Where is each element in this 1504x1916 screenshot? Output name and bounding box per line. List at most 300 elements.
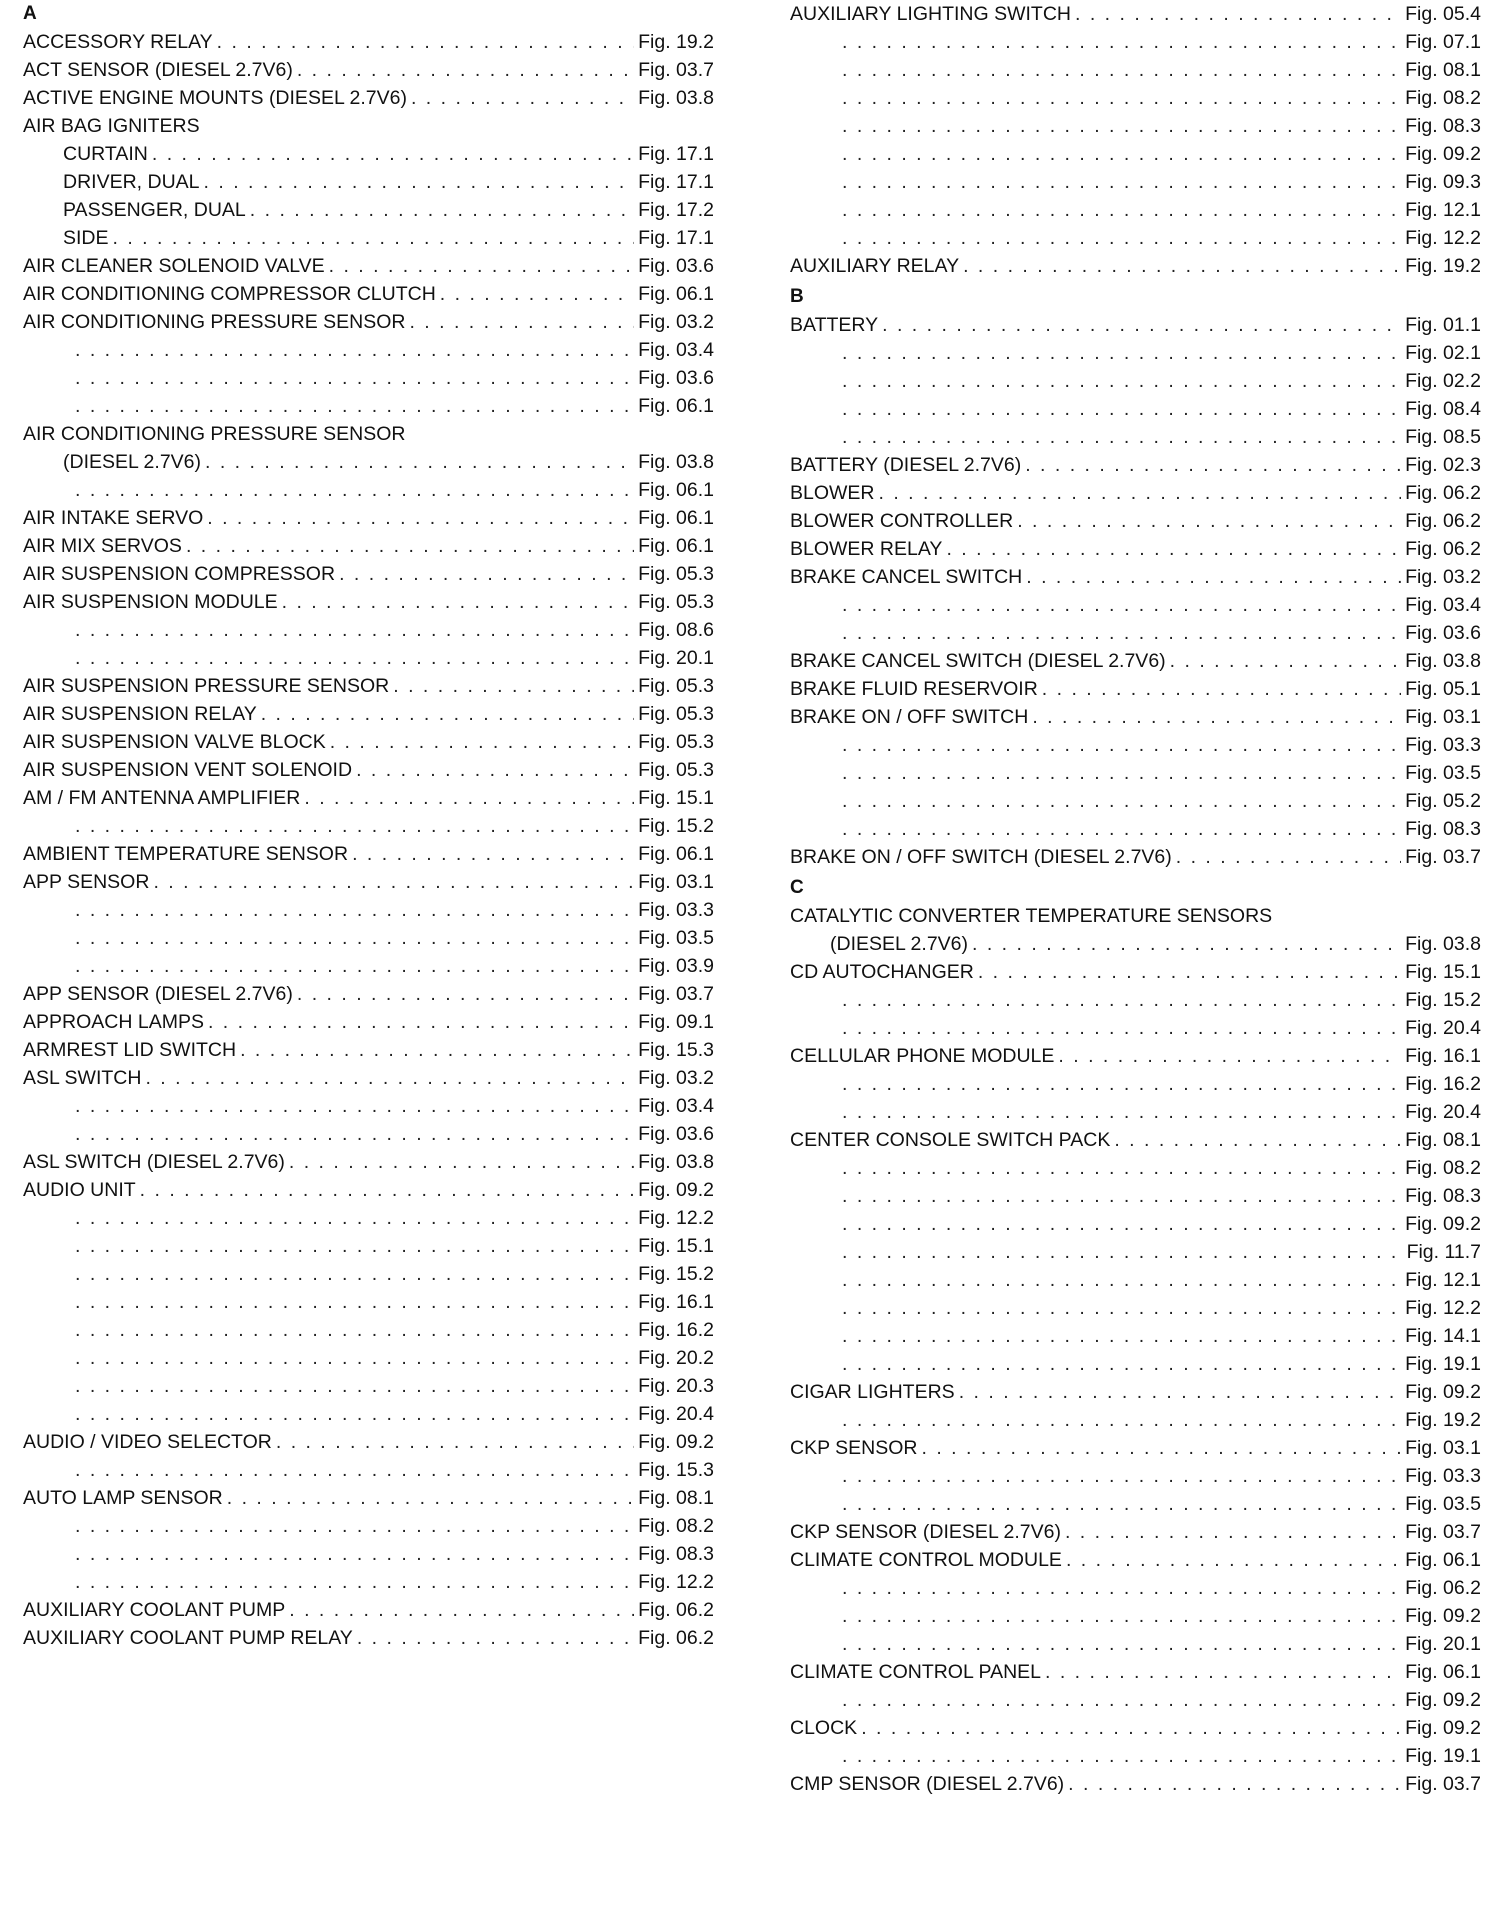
figure-reference: Fig. 19.2 — [638, 31, 714, 53]
dot-leader — [75, 1260, 634, 1288]
dot-leader — [217, 28, 634, 56]
index-entry-continuation — [790, 591, 1481, 619]
index-entry-continuation — [23, 1316, 714, 1344]
figure-reference: Fig. 20.4 — [1405, 1101, 1481, 1123]
figure-reference: Fig. 12.2 — [638, 1571, 714, 1593]
entry-label: APP SENSOR — [23, 871, 150, 893]
dot-leader — [1058, 1042, 1401, 1070]
index-entry-continuation — [790, 1098, 1481, 1126]
figure-reference: Fig. 03.8 — [1405, 933, 1481, 955]
entry-label: CELLULAR PHONE MODULE — [790, 1045, 1055, 1067]
dot-leader — [1075, 0, 1401, 28]
dot-leader — [842, 196, 1401, 224]
dot-leader — [75, 1512, 634, 1540]
figure-reference: Fig. 16.1 — [1405, 1045, 1481, 1067]
entry-label: AIR SUSPENSION VENT SOLENOID — [23, 759, 353, 781]
dot-leader — [1114, 1126, 1401, 1154]
index-entry-continuation — [23, 616, 714, 644]
dot-leader — [205, 448, 634, 476]
figure-reference: Fig. 08.1 — [1405, 59, 1481, 81]
dot-leader — [250, 196, 634, 224]
figure-reference: Fig. 09.3 — [1405, 171, 1481, 193]
dot-leader — [842, 787, 1401, 815]
dot-leader — [208, 1008, 634, 1036]
dot-leader — [289, 1596, 634, 1624]
index-entry-continuation — [790, 140, 1481, 168]
dot-leader — [75, 616, 634, 644]
figure-reference: Fig. 06.2 — [638, 1627, 714, 1649]
figure-reference: Fig. 03.2 — [638, 311, 714, 333]
figure-reference: Fig. 17.1 — [638, 227, 714, 249]
index-entry — [23, 224, 714, 252]
dot-leader — [842, 1238, 1403, 1266]
section-heading-c: C — [790, 877, 804, 898]
index-entry-continuation — [790, 619, 1481, 647]
dot-leader — [75, 1120, 634, 1148]
entries-a-continued — [790, 0, 1481, 280]
entry-label: AMBIENT TEMPERATURE SENSOR — [23, 843, 349, 865]
dot-leader — [842, 1602, 1401, 1630]
entry-label: BRAKE ON / OFF SWITCH — [790, 706, 1029, 728]
dot-leader — [842, 423, 1401, 451]
index-entry — [790, 703, 1481, 731]
index-entry — [790, 1126, 1481, 1154]
index-entry — [23, 980, 714, 1008]
dot-leader — [842, 28, 1401, 56]
entry-label: ASL SWITCH (DIESEL 2.7V6) — [23, 1151, 285, 1173]
figure-reference: Fig. 05.2 — [1405, 790, 1481, 812]
index-entry-continuation — [790, 1294, 1481, 1322]
figure-reference: Fig. 06.1 — [1405, 1661, 1481, 1683]
index-entry — [790, 1714, 1481, 1742]
dot-leader — [842, 1266, 1401, 1294]
dot-leader — [842, 1154, 1401, 1182]
figure-reference: Fig. 03.7 — [1405, 1521, 1481, 1543]
figure-reference: Fig. 09.2 — [1405, 1689, 1481, 1711]
dot-leader — [282, 588, 634, 616]
dot-leader — [978, 958, 1401, 986]
figure-reference: Fig. 08.3 — [1405, 818, 1481, 840]
index-entry — [23, 196, 714, 224]
index-entry — [23, 56, 714, 84]
entry-label: BLOWER — [790, 482, 875, 504]
figure-reference: Fig. 05.1 — [1405, 678, 1481, 700]
index-entry — [790, 507, 1481, 535]
index-entry-continuation — [23, 1400, 714, 1428]
dot-leader — [357, 1624, 634, 1652]
figure-reference: Fig. 03.2 — [638, 1067, 714, 1089]
figure-reference: Fig. 15.1 — [1405, 961, 1481, 983]
entry-label: CLIMATE CONTROL MODULE — [790, 1549, 1062, 1571]
index-entry — [790, 1546, 1481, 1574]
entry-label: APP SENSOR (DIESEL 2.7V6) — [23, 983, 293, 1005]
index-entry — [790, 479, 1481, 507]
index-entry — [23, 532, 714, 560]
index-entry-continuation — [790, 367, 1481, 395]
dot-leader — [842, 140, 1401, 168]
figure-reference: Fig. 03.5 — [638, 927, 714, 949]
index-entry-continuation — [790, 1350, 1481, 1378]
dot-leader — [1032, 703, 1401, 731]
dot-leader — [842, 1742, 1401, 1770]
index-entry-continuation — [23, 476, 714, 504]
index-entry — [790, 1042, 1481, 1070]
index-entry — [23, 84, 714, 112]
index-entry — [23, 728, 714, 756]
figure-reference: Fig. 05.3 — [638, 759, 714, 781]
figure-reference: Fig. 09.2 — [1405, 143, 1481, 165]
index-entry-continuation — [23, 812, 714, 840]
figure-reference: Fig. 20.3 — [638, 1375, 714, 1397]
figure-reference: Fig. 08.2 — [638, 1515, 714, 1537]
dot-leader — [75, 1568, 634, 1596]
index-entry-continuation — [23, 1288, 714, 1316]
dot-leader — [963, 252, 1401, 280]
index-entry — [790, 930, 1481, 958]
dot-leader — [75, 1288, 634, 1316]
index-entry-continuation — [790, 395, 1481, 423]
figure-reference: Fig. 03.1 — [638, 871, 714, 893]
figure-reference: Fig. 20.1 — [638, 647, 714, 669]
figure-reference: Fig. 15.3 — [638, 1039, 714, 1061]
entry-label: ARMREST LID SWITCH — [23, 1039, 237, 1061]
index-entry-continuation — [790, 1686, 1481, 1714]
index-entry-continuation — [790, 423, 1481, 451]
index-entry — [790, 535, 1481, 563]
index-entry — [23, 504, 714, 532]
dot-leader — [842, 1182, 1401, 1210]
entry-label: CIGAR LIGHTERS — [790, 1381, 955, 1403]
entry-label: AUDIO / VIDEO SELECTOR — [23, 1431, 272, 1453]
index-entry — [23, 420, 714, 448]
figure-reference: Fig. 12.1 — [1405, 199, 1481, 221]
figure-reference: Fig. 07.1 — [1405, 31, 1481, 53]
index-entry-continuation — [790, 1322, 1481, 1350]
figure-reference: Fig. 01.1 — [1405, 314, 1481, 336]
figure-reference: Fig. 08.3 — [1405, 1185, 1481, 1207]
figure-reference: Fig. 06.2 — [1405, 482, 1481, 504]
index-entry — [23, 28, 714, 56]
dot-leader — [75, 1344, 634, 1372]
dot-leader — [153, 868, 634, 896]
dot-leader — [842, 619, 1401, 647]
dot-leader — [922, 1434, 1402, 1462]
figure-reference: Fig. 05.3 — [638, 675, 714, 697]
index-entry-continuation — [790, 1462, 1481, 1490]
index-entry-continuation — [790, 1630, 1481, 1658]
index-entry-continuation — [790, 1406, 1481, 1434]
figure-reference: Fig. 03.6 — [638, 367, 714, 389]
entry-label: BLOWER CONTROLLER — [790, 510, 1014, 532]
figure-reference: Fig. 06.1 — [638, 535, 714, 557]
index-entry-continuation — [790, 1238, 1481, 1266]
index-entry — [23, 1176, 714, 1204]
figure-reference: Fig. 05.3 — [638, 703, 714, 725]
dot-leader — [1066, 1546, 1401, 1574]
figure-reference: Fig. 09.2 — [1405, 1605, 1481, 1627]
dot-leader — [861, 1714, 1401, 1742]
index-entry-continuation — [23, 896, 714, 924]
dot-leader — [1017, 507, 1401, 535]
dot-leader — [879, 479, 1402, 507]
dot-leader — [113, 224, 635, 252]
entry-label: CMP SENSOR (DIESEL 2.7V6) — [790, 1773, 1065, 1795]
index-entry — [23, 168, 714, 196]
dot-leader — [946, 535, 1401, 563]
index-entry — [23, 1064, 714, 1092]
dot-leader — [842, 1574, 1401, 1602]
figure-reference: Fig. 03.3 — [638, 899, 714, 921]
figure-reference: Fig. 19.2 — [1405, 1409, 1481, 1431]
dot-leader — [75, 896, 634, 924]
entry-label: BLOWER RELAY — [790, 538, 943, 560]
index-entry-continuation — [790, 731, 1481, 759]
index-entry-continuation — [790, 1210, 1481, 1238]
index-entry-continuation — [790, 1014, 1481, 1042]
entry-label: AIR CONDITIONING COMPRESSOR CLUTCH — [23, 283, 436, 305]
index-entry-continuation — [23, 952, 714, 980]
figure-reference: Fig. 08.6 — [638, 619, 714, 641]
dot-leader — [842, 84, 1401, 112]
figure-reference: Fig. 02.1 — [1405, 342, 1481, 364]
index-entry — [23, 1484, 714, 1512]
index-entry-continuation — [23, 1232, 714, 1260]
figure-reference: Fig. 19.2 — [1405, 255, 1481, 277]
entry-label: AIR INTAKE SERVO — [23, 507, 204, 529]
dot-leader — [842, 367, 1401, 395]
figure-reference: Fig. 09.2 — [638, 1431, 714, 1453]
section-heading-a: A — [23, 3, 37, 24]
entries-b — [790, 311, 1481, 871]
dot-leader — [227, 1484, 634, 1512]
figure-reference: Fig. 03.2 — [1405, 566, 1481, 588]
entry-label: ASL SWITCH — [23, 1067, 142, 1089]
figure-reference: Fig. 08.1 — [638, 1487, 714, 1509]
index-entry — [23, 1008, 714, 1036]
figure-reference: Fig. 11.7 — [1406, 1241, 1481, 1263]
entry-label: CENTER CONSOLE SWITCH PACK — [790, 1129, 1111, 1151]
entry-label: BRAKE ON / OFF SWITCH (DIESEL 2.7V6) — [790, 846, 1172, 868]
dot-leader — [75, 392, 634, 420]
index-entry — [23, 1596, 714, 1624]
figure-reference: Fig. 03.6 — [1405, 622, 1481, 644]
entry-label: BATTERY (DIESEL 2.7V6) — [790, 454, 1022, 476]
figure-reference: Fig. 19.1 — [1405, 1353, 1481, 1375]
index-entry — [790, 311, 1481, 339]
entry-label: ACCESSORY RELAY — [23, 31, 213, 53]
dot-leader — [75, 1372, 634, 1400]
index-entry-continuation — [790, 759, 1481, 787]
figure-reference: Fig. 12.2 — [638, 1207, 714, 1229]
index-column-left — [23, 0, 714, 1652]
index-entry — [790, 1770, 1481, 1798]
figure-reference: Fig. 19.1 — [1405, 1745, 1481, 1767]
dot-leader — [1042, 675, 1401, 703]
index-entry — [23, 140, 714, 168]
entry-label: AIR SUSPENSION MODULE — [23, 591, 278, 613]
dot-leader — [842, 395, 1401, 423]
index-entry — [790, 1434, 1481, 1462]
figure-reference: Fig. 05.4 — [1405, 3, 1481, 25]
dot-leader — [842, 224, 1401, 252]
dot-leader — [1170, 647, 1401, 675]
figure-reference: Fig. 03.7 — [1405, 1773, 1481, 1795]
dot-leader — [842, 1630, 1401, 1658]
dot-leader — [75, 1456, 634, 1484]
dot-leader — [75, 1400, 634, 1428]
dot-leader — [842, 168, 1401, 196]
index-entry-continuation — [23, 1260, 714, 1288]
index-entry-continuation — [23, 1568, 714, 1596]
figure-reference: Fig. 16.2 — [1405, 1073, 1481, 1095]
figure-reference: Fig. 16.1 — [638, 1291, 714, 1313]
index-entry-continuation — [23, 644, 714, 672]
index-entry-continuation — [790, 1602, 1481, 1630]
dot-leader — [842, 591, 1401, 619]
figure-reference: Fig. 09.2 — [1405, 1717, 1481, 1739]
figure-reference: Fig. 08.3 — [638, 1543, 714, 1565]
figure-reference: Fig. 15.2 — [1405, 989, 1481, 1011]
entry-label: CKP SENSOR (DIESEL 2.7V6) — [790, 1521, 1061, 1543]
figure-reference: Fig. 20.1 — [1405, 1633, 1481, 1655]
entry-label: CLOCK — [790, 1717, 858, 1739]
dot-leader — [842, 1322, 1401, 1350]
figure-reference: Fig. 08.2 — [1405, 87, 1481, 109]
index-entry — [23, 308, 714, 336]
index-entry-continuation — [23, 336, 714, 364]
figure-reference: Fig. 06.1 — [638, 283, 714, 305]
entry-label: CURTAIN — [63, 143, 148, 165]
entry-label: AIR BAG IGNITERS — [23, 115, 200, 137]
dot-leader — [393, 672, 634, 700]
index-entry — [790, 1378, 1481, 1406]
figure-reference: Fig. 12.1 — [1405, 1269, 1481, 1291]
dot-leader — [842, 815, 1401, 843]
dot-leader — [329, 252, 634, 280]
entry-label: AIR MIX SERVOS — [23, 535, 182, 557]
dot-leader — [339, 560, 634, 588]
index-entry — [790, 252, 1481, 280]
index-entry-continuation — [790, 56, 1481, 84]
index-entry — [23, 112, 714, 140]
index-entry-continuation — [790, 986, 1481, 1014]
index-entry-continuation — [790, 1490, 1481, 1518]
entry-label: AIR CONDITIONING PRESSURE SENSOR — [23, 423, 406, 445]
figure-reference: Fig. 08.2 — [1405, 1157, 1481, 1179]
index-entry-continuation — [790, 339, 1481, 367]
figure-reference: Fig. 05.3 — [638, 591, 714, 613]
index-entry-continuation — [790, 1154, 1481, 1182]
dot-leader — [842, 112, 1401, 140]
index-entry-continuation — [790, 28, 1481, 56]
index-entry — [790, 0, 1481, 28]
index-entry — [23, 560, 714, 588]
figure-reference: Fig. 09.2 — [1405, 1213, 1481, 1235]
dot-leader — [75, 812, 634, 840]
dot-leader — [1065, 1518, 1401, 1546]
index-entry — [23, 448, 714, 476]
figure-reference: Fig. 20.4 — [638, 1403, 714, 1425]
section-heading-b: B — [790, 286, 804, 307]
index-entry — [23, 700, 714, 728]
index-entry — [790, 1658, 1481, 1686]
entry-label: AUXILIARY COOLANT PUMP — [23, 1599, 286, 1621]
index-entry — [790, 647, 1481, 675]
figure-reference: Fig. 17.2 — [638, 199, 714, 221]
index-entry-continuation — [790, 1182, 1481, 1210]
figure-reference: Fig. 17.1 — [638, 171, 714, 193]
entry-label: AM / FM ANTENNA AMPLIFIER — [23, 787, 301, 809]
figure-reference: Fig. 05.3 — [638, 563, 714, 585]
index-entry-continuation — [790, 112, 1481, 140]
dot-leader — [75, 1092, 634, 1120]
entry-label: AIR CLEANER SOLENOID VALVE — [23, 255, 325, 277]
figure-reference: Fig. 15.1 — [638, 787, 714, 809]
figure-reference: Fig. 16.2 — [638, 1319, 714, 1341]
dot-leader — [1176, 843, 1401, 871]
index-entry-continuation — [23, 1120, 714, 1148]
dot-leader — [330, 728, 634, 756]
dot-leader — [972, 930, 1401, 958]
index-entry — [790, 902, 1481, 930]
figure-reference: Fig. 08.1 — [1405, 1129, 1481, 1151]
figure-reference: Fig. 20.4 — [1405, 1017, 1481, 1039]
index-entry — [23, 252, 714, 280]
index-entry — [790, 1518, 1481, 1546]
index-entry-continuation — [790, 815, 1481, 843]
figure-reference: Fig. 12.2 — [1405, 227, 1481, 249]
index-entry-continuation — [790, 1070, 1481, 1098]
dot-leader — [276, 1428, 634, 1456]
entry-label: CD AUTOCHANGER — [790, 961, 974, 983]
entry-label: CLIMATE CONTROL PANEL — [790, 1661, 1042, 1683]
entry-label: CATALYTIC CONVERTER TEMPERATURE SENSORS — [790, 905, 1273, 927]
dot-leader — [842, 1070, 1401, 1098]
index-entry — [23, 280, 714, 308]
index-entry — [23, 588, 714, 616]
index-entry-continuation — [23, 924, 714, 952]
figure-reference: Fig. 05.3 — [638, 731, 714, 753]
entry-label: AIR CONDITIONING PRESSURE SENSOR — [23, 311, 406, 333]
figure-reference: Fig. 06.1 — [638, 395, 714, 417]
entry-label: BATTERY — [790, 314, 879, 336]
dot-leader — [75, 1204, 634, 1232]
entry-label: APPROACH LAMPS — [23, 1011, 204, 1033]
dot-leader — [842, 1098, 1401, 1126]
index-entry-continuation — [790, 1742, 1481, 1770]
dot-leader — [842, 1350, 1401, 1378]
dot-leader — [842, 731, 1401, 759]
entry-label: AUDIO UNIT — [23, 1179, 136, 1201]
index-entry — [23, 756, 714, 784]
figure-reference: Fig. 03.7 — [638, 59, 714, 81]
index-entry — [790, 843, 1481, 871]
figure-reference: Fig. 03.8 — [1405, 650, 1481, 672]
figure-reference: Fig. 03.5 — [1405, 762, 1481, 784]
figure-reference: Fig. 20.2 — [638, 1347, 714, 1369]
index-entry — [790, 675, 1481, 703]
dot-leader — [145, 1064, 634, 1092]
index-entry — [790, 451, 1481, 479]
entry-label: ACTIVE ENGINE MOUNTS (DIESEL 2.7V6) — [23, 87, 407, 109]
figure-reference: Fig. 03.7 — [1405, 846, 1481, 868]
dot-leader — [297, 56, 634, 84]
dot-leader — [882, 311, 1401, 339]
index-entry — [23, 840, 714, 868]
dot-leader — [1068, 1770, 1401, 1798]
entry-label: PASSENGER, DUAL — [63, 199, 246, 221]
figure-reference: Fig. 03.6 — [638, 255, 714, 277]
